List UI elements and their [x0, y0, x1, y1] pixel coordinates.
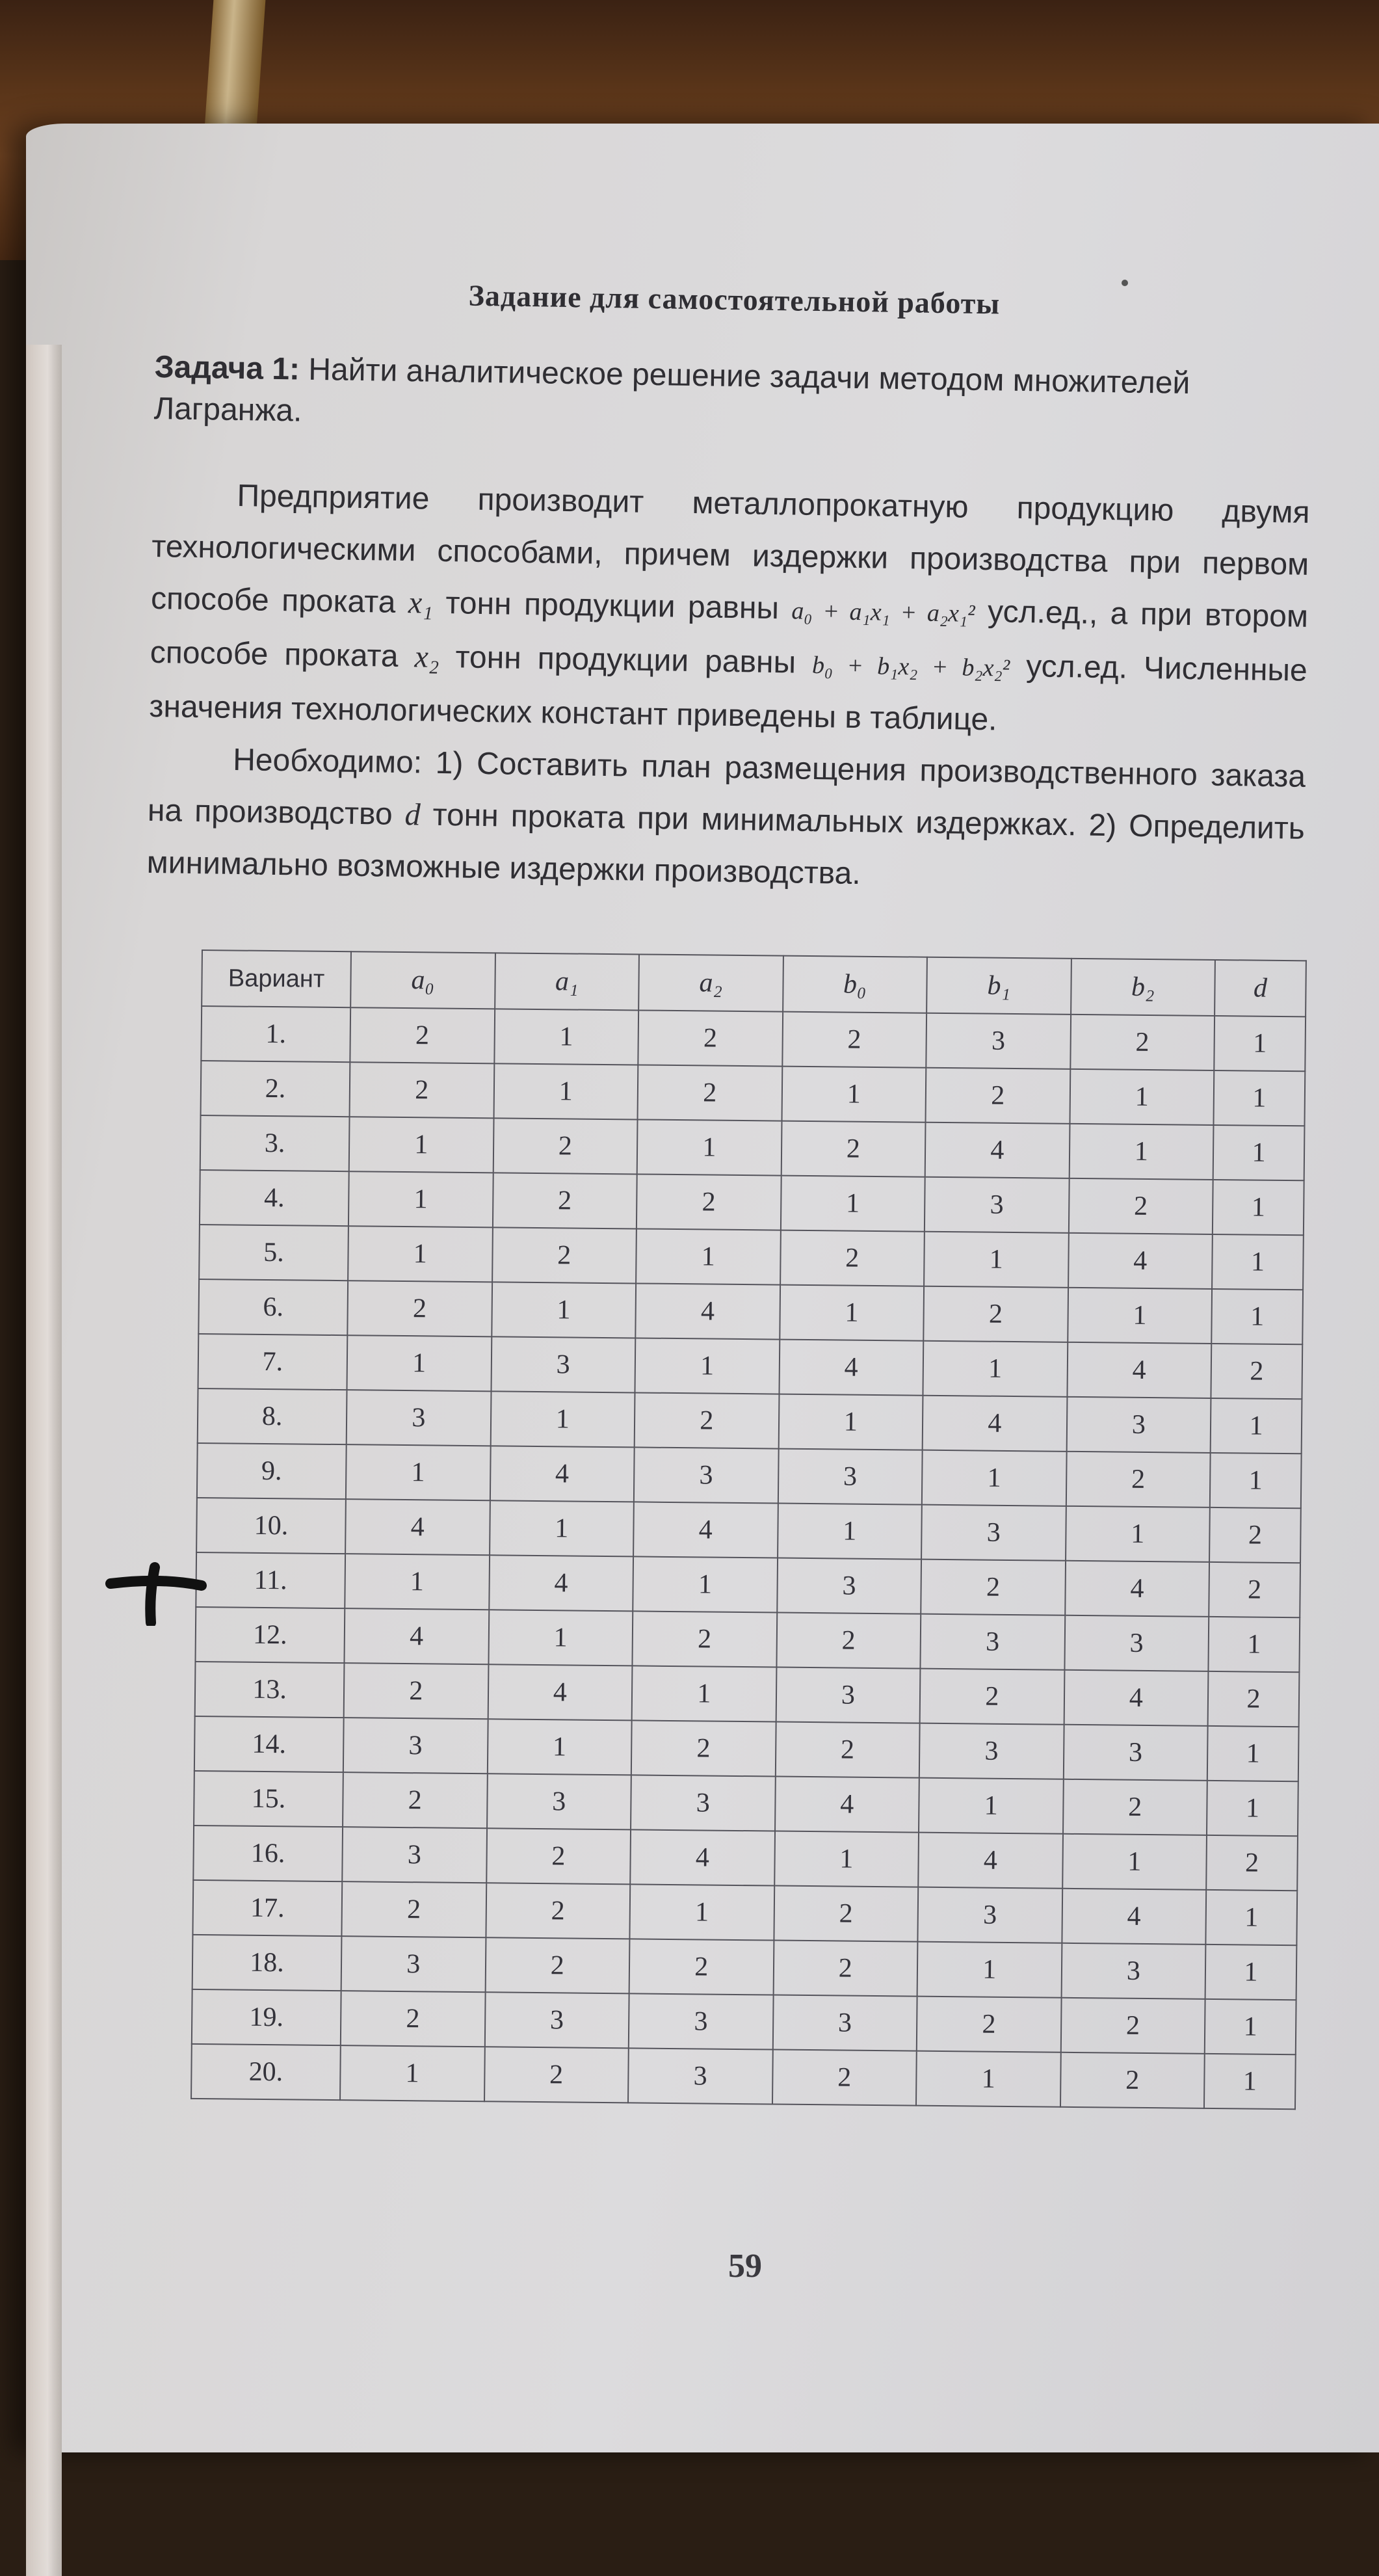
value-cell: 2: [484, 2047, 629, 2103]
value-cell: 2: [1209, 1507, 1301, 1563]
value-cell: 1: [1209, 1617, 1300, 1672]
value-cell: 4: [925, 1122, 1070, 1178]
value-cell: 3: [921, 1505, 1066, 1561]
value-cell: 2: [343, 1772, 487, 1828]
header-b0: b₀: [783, 956, 927, 1013]
variant-cell: 4.: [200, 1170, 349, 1226]
variant-cell: 3.: [200, 1115, 350, 1171]
speck: [1122, 280, 1128, 286]
value-cell: 4: [775, 1777, 919, 1833]
value-cell: 4: [635, 1283, 780, 1339]
value-cell: 2: [492, 1227, 637, 1283]
value-cell: 1: [1062, 1834, 1207, 1890]
value-cell: 3: [347, 1390, 491, 1446]
table-row: [195, 1607, 1300, 1672]
value-cell: 1: [629, 1884, 774, 1940]
variant-cell: 16.: [193, 1826, 343, 1881]
header-b2: b₂: [1071, 959, 1215, 1016]
value-cell: 1: [1207, 1781, 1298, 1836]
value-cell: 1: [348, 1171, 493, 1227]
value-cell: 2: [775, 1722, 919, 1778]
statement-text-4: тонн продукции равны: [455, 640, 796, 680]
value-cell: 1: [1214, 1070, 1306, 1126]
value-cell: 1: [487, 1719, 631, 1775]
value-cell: 2: [635, 1392, 779, 1448]
value-cell: 1: [347, 1335, 492, 1391]
value-cell: 2: [1063, 1779, 1207, 1835]
value-cell: 1: [778, 1504, 922, 1560]
value-cell: 1: [494, 1009, 638, 1065]
value-cell: 4: [344, 1608, 488, 1664]
value-cell: 2: [638, 1010, 782, 1066]
variant-cell: 6.: [198, 1279, 348, 1335]
table-row: [201, 1006, 1306, 1071]
value-cell: 4: [1065, 1561, 1209, 1617]
value-cell: 3: [777, 1558, 921, 1614]
variant-cell: 9.: [197, 1443, 347, 1499]
value-cell: 1: [488, 1610, 633, 1666]
cost-formula-2: b₀ + b₁x₂ + b₂x₂²: [811, 651, 1010, 682]
value-cell: 1: [637, 1119, 781, 1175]
table-row: [194, 1716, 1299, 1781]
table-row: [191, 2044, 1296, 2109]
value-cell: 3: [629, 1993, 773, 2049]
table-row: [199, 1225, 1304, 1290]
value-cell: 4: [633, 1502, 778, 1558]
value-cell: 1: [1068, 1288, 1212, 1344]
table-row: [198, 1388, 1302, 1454]
value-cell: 2: [341, 1881, 486, 1937]
value-cell: 2: [926, 1068, 1070, 1124]
table-row: [194, 1771, 1298, 1836]
value-cell: 3: [1061, 1943, 1205, 1999]
value-cell: 3: [1064, 1615, 1209, 1671]
value-cell: 2: [347, 1281, 492, 1336]
value-cell: 3: [772, 1995, 917, 2051]
statement-text-2: тонн продукции равны: [445, 586, 780, 626]
task-title: [153, 347, 1312, 448]
header-a0: a₀: [350, 951, 495, 1009]
value-cell: 2: [1060, 2052, 1205, 2108]
page-heading: Задание для самостоятельной работы: [468, 278, 1001, 321]
value-cell: 2: [1070, 1015, 1215, 1070]
variant-cell: 12.: [195, 1607, 345, 1663]
variant-cell: 20.: [191, 2044, 341, 2100]
statement-text-5: усл.ед. Численные значения технологических констант приведены в таблице.: [149, 649, 1308, 737]
value-cell: 3: [926, 1013, 1070, 1069]
variant-cell: 7.: [198, 1334, 348, 1390]
value-cell: 1: [1069, 1124, 1213, 1180]
statement-text-3: усл.ед., а при втором способе проката: [150, 594, 1309, 674]
variant-cell: 11.: [196, 1552, 345, 1608]
value-cell: 1: [345, 1554, 489, 1610]
var-x1: x₁: [408, 585, 434, 620]
value-cell: 2: [774, 1886, 918, 1942]
page-edge: [26, 345, 62, 2576]
value-cell: 2: [782, 1012, 926, 1068]
value-cell: 2: [1060, 1998, 1205, 2054]
value-cell: 1: [1205, 1945, 1297, 2000]
value-cell: 1: [781, 1067, 926, 1122]
value-cell: 1: [916, 2051, 1060, 2107]
value-cell: 2: [776, 1613, 921, 1669]
requirements-text-1: Необходимо: 1) Составить план размещения производственного заказа на производство: [147, 742, 1306, 832]
value-cell: 2: [632, 1611, 776, 1667]
value-cell: 3: [343, 1718, 488, 1773]
value-cell: 1: [1210, 1453, 1302, 1508]
header-a2: a₂: [638, 954, 783, 1011]
value-cell: 1: [493, 1063, 638, 1119]
task-label: Задача 1:: [154, 349, 300, 387]
value-cell: 2: [486, 1828, 631, 1884]
value-cell: 1: [635, 1338, 780, 1394]
value-cell: 4: [1067, 1342, 1211, 1398]
value-cell: 4: [490, 1446, 634, 1502]
table-body: [191, 1006, 1306, 2109]
table-row: [197, 1443, 1302, 1508]
value-cell: 1: [922, 1450, 1066, 1506]
value-cell: 3: [925, 1177, 1069, 1233]
variant-cell: 13.: [195, 1662, 345, 1718]
value-cell: 1: [633, 1556, 777, 1612]
value-cell: 2: [1208, 1671, 1300, 1727]
problem-statement: [149, 469, 1310, 751]
statement-text-1: Предприятие производит металлопрокатную продукцию двумя технологическими способами, причем издержки производства при первом способе проката: [150, 479, 1310, 620]
value-cell: 1: [923, 1341, 1068, 1397]
value-cell: 2: [344, 1663, 488, 1719]
value-cell: 2: [1068, 1178, 1213, 1234]
value-cell: 4: [918, 1833, 1062, 1889]
value-cell: 2: [341, 1991, 485, 2047]
value-cell: 2: [629, 1939, 774, 1995]
value-cell: 4: [1064, 1670, 1208, 1726]
value-cell: 3: [1063, 1725, 1207, 1781]
value-cell: 2: [1209, 1562, 1300, 1617]
value-cell: 1: [924, 1232, 1068, 1288]
value-cell: 2: [1206, 1835, 1298, 1891]
value-cell: 3: [919, 1723, 1064, 1779]
value-cell: 1: [1204, 2054, 1296, 2109]
value-cell: 4: [345, 1499, 490, 1555]
table-row: [192, 1935, 1297, 2000]
task-text: Найти аналитическое решение задачи методом множителей Лагранжа.: [153, 352, 1190, 429]
value-cell: 2: [350, 1062, 494, 1118]
value-cell: 2: [638, 1065, 782, 1121]
value-cell: 3: [342, 1827, 486, 1883]
variant-cell: 18.: [192, 1935, 342, 1991]
value-cell: 4: [1062, 1889, 1206, 1945]
value-cell: 2: [493, 1118, 637, 1174]
value-cell: 3: [487, 1773, 631, 1829]
variant-cell: 8.: [198, 1388, 347, 1444]
table-row: [200, 1170, 1304, 1235]
value-cell: 2: [1211, 1344, 1303, 1399]
value-cell: 2: [486, 1883, 630, 1939]
value-cell: 4: [489, 1555, 633, 1611]
table-row: [192, 1989, 1296, 2054]
value-cell: 1: [1214, 1016, 1306, 1071]
header-variant: Вариант: [202, 950, 351, 1007]
table-row: [198, 1334, 1303, 1399]
page-number: 59: [728, 2248, 762, 2285]
value-cell: 1: [1211, 1398, 1302, 1454]
value-cell: 2: [773, 1941, 917, 1997]
value-cell: 1: [1213, 1125, 1305, 1180]
value-cell: 3: [776, 1667, 920, 1723]
variant-cell: 19.: [192, 1989, 341, 2045]
value-cell: 2: [772, 2050, 917, 2106]
cost-formula-1: a₀ + a₁x₁ + a₂x₁²: [791, 597, 975, 628]
variant-cell: 2.: [201, 1061, 350, 1117]
table-row: [200, 1115, 1305, 1180]
value-cell: 3: [491, 1336, 635, 1392]
value-cell: 2: [923, 1286, 1068, 1342]
header-a1: a₁: [495, 953, 639, 1010]
value-cell: 1: [1211, 1289, 1303, 1344]
page-content: [146, 273, 1313, 907]
var-x2: x₂: [414, 639, 440, 674]
value-cell: 1: [349, 1117, 493, 1173]
table-row: [192, 1880, 1297, 1945]
value-cell: 4: [923, 1396, 1067, 1452]
value-cell: 1: [490, 1500, 634, 1556]
value-cell: 1: [340, 2045, 484, 2101]
value-cell: 1: [490, 1391, 635, 1447]
var-d: d: [404, 797, 421, 832]
value-cell: 2: [637, 1174, 781, 1230]
value-cell: 1: [1207, 1726, 1299, 1781]
table-row: [193, 1826, 1298, 1891]
value-cell: 1: [1066, 1506, 1210, 1562]
header-d: d: [1215, 960, 1306, 1016]
value-cell: 2: [631, 1720, 776, 1776]
value-cell: 1: [632, 1666, 776, 1721]
value-cell: 2: [781, 1121, 925, 1177]
value-cell: 3: [921, 1614, 1065, 1670]
value-cell: 4: [488, 1664, 632, 1720]
value-cell: 1: [348, 1226, 492, 1282]
variant-cell: 10.: [196, 1498, 346, 1554]
value-cell: 1: [1205, 1999, 1296, 2054]
value-cell: 1: [636, 1228, 780, 1284]
table-row: [196, 1498, 1301, 1563]
requirements: [146, 733, 1306, 907]
value-cell: 3: [917, 1887, 1062, 1943]
handwritten-plus-mark: [104, 1554, 208, 1626]
table-header-row: [202, 950, 1306, 1016]
variants-table: [190, 949, 1307, 2110]
header-b1: b₁: [926, 957, 1071, 1015]
value-cell: 3: [778, 1449, 922, 1505]
value-cell: 3: [628, 2048, 772, 2104]
value-cell: 1: [917, 1942, 1062, 1998]
variant-cell: 5.: [199, 1225, 348, 1281]
value-cell: 3: [631, 1775, 775, 1831]
table-row: [201, 1061, 1306, 1126]
value-cell: 1: [774, 1831, 919, 1887]
value-cell: 1: [780, 1176, 925, 1232]
value-cell: 2: [485, 1937, 629, 1993]
value-cell: 2: [492, 1173, 637, 1228]
value-cell: 3: [634, 1447, 778, 1503]
requirements-text-2: тонн проката при минимальных издержках. 2) Определить минимально возможные издержки производства.: [146, 797, 1306, 892]
variant-cell: 15.: [194, 1771, 343, 1827]
value-cell: 1: [492, 1282, 636, 1338]
table-row: [195, 1662, 1300, 1727]
variant-cell: 17.: [192, 1880, 342, 1936]
value-cell: 3: [1066, 1397, 1211, 1453]
value-cell: 2: [780, 1230, 925, 1286]
value-cell: 4: [779, 1340, 923, 1396]
table-row: [198, 1279, 1303, 1344]
value-cell: 1: [1205, 1890, 1297, 1945]
value-cell: 4: [1068, 1233, 1213, 1289]
value-cell: 1: [778, 1394, 923, 1450]
value-cell: 3: [484, 1992, 629, 2048]
value-cell: 1: [1212, 1234, 1304, 1290]
value-cell: 3: [341, 1936, 486, 1992]
value-cell: 1: [1213, 1180, 1304, 1235]
table-row: [196, 1552, 1300, 1617]
value-cell: 1: [346, 1444, 490, 1500]
value-cell: 2: [350, 1007, 494, 1063]
value-cell: 2: [917, 1997, 1061, 2052]
value-cell: 2: [920, 1669, 1064, 1725]
value-cell: 1: [919, 1778, 1063, 1834]
value-cell: 4: [630, 1829, 774, 1885]
value-cell: 1: [780, 1285, 924, 1341]
value-cell: 2: [1066, 1452, 1210, 1507]
value-cell: 2: [921, 1560, 1065, 1615]
value-cell: 1: [1070, 1069, 1214, 1125]
variant-cell: 1.: [201, 1006, 350, 1062]
variant-cell: 14.: [194, 1716, 344, 1772]
